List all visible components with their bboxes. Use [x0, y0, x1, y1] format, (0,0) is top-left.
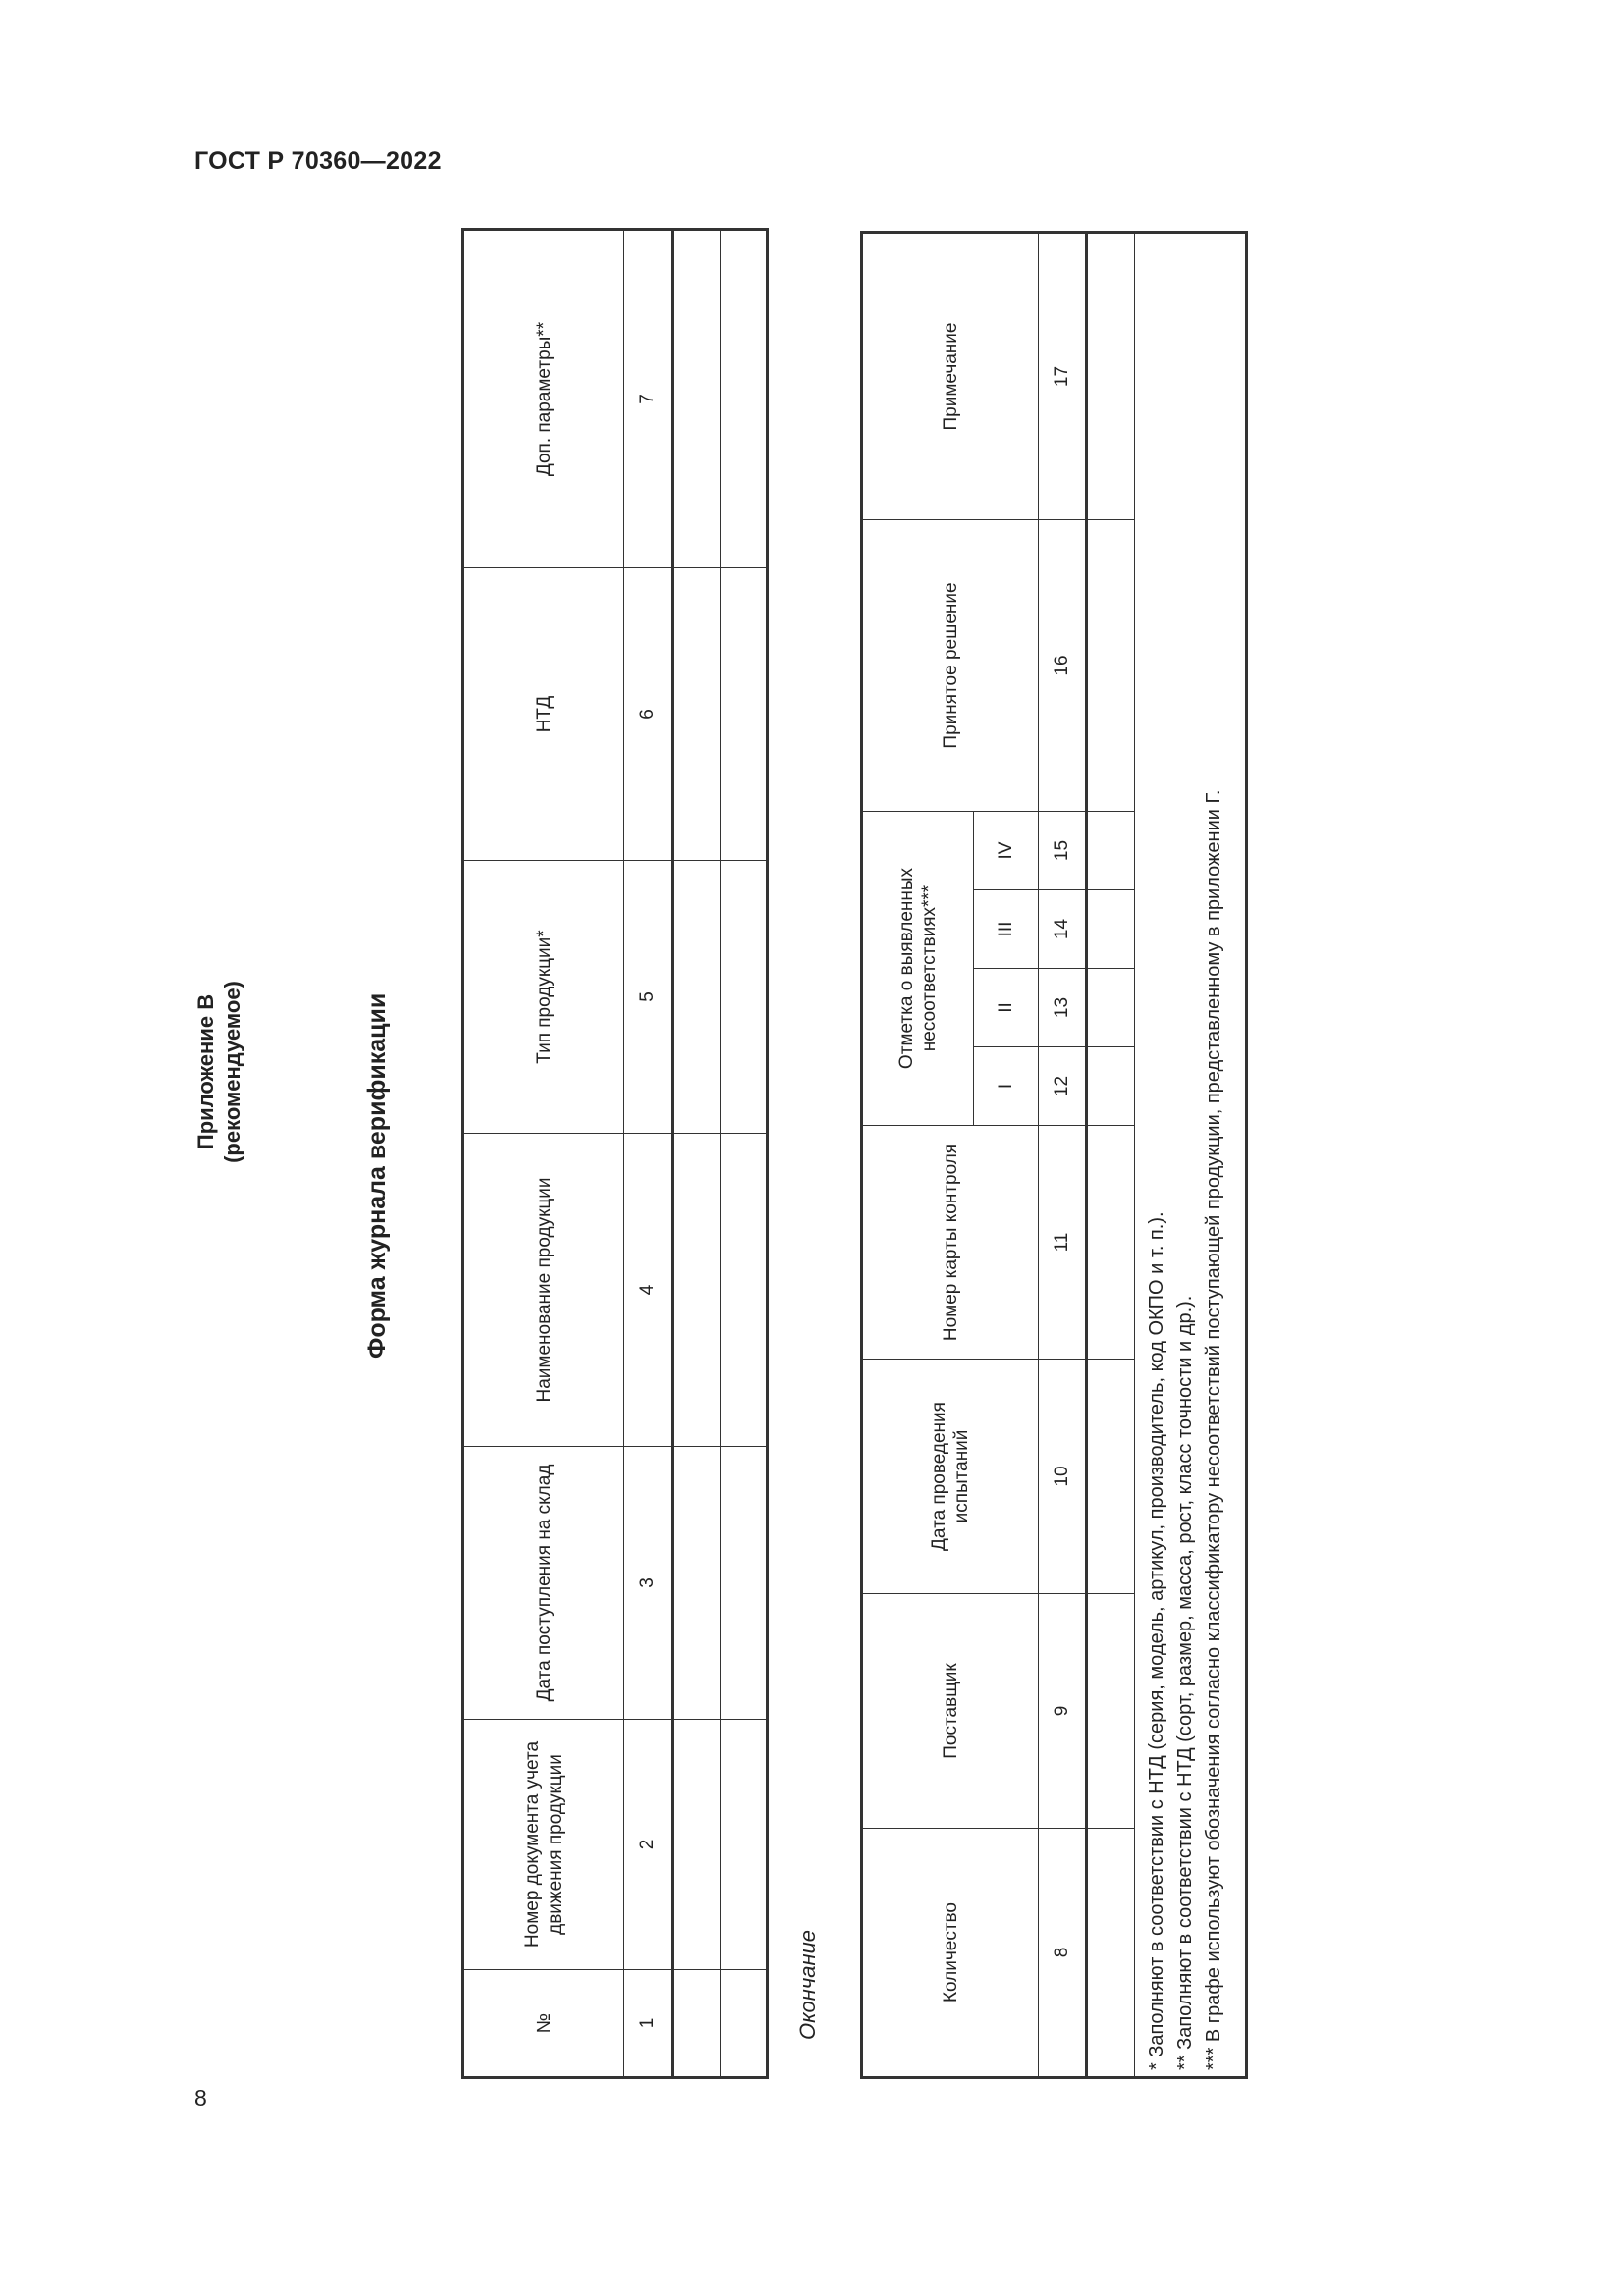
- header-product-type: Тип продукции*: [463, 861, 624, 1134]
- header-product-name: Наименование продукции: [463, 1134, 624, 1447]
- appendix-title: Приложение В: [193, 993, 218, 1150]
- header-nonconformity: Отметка о выявленных несоответствиях***: [862, 812, 974, 1126]
- column-number: 3: [624, 1447, 673, 1720]
- column-number: 7: [624, 230, 673, 568]
- empty-cell: [1087, 520, 1135, 812]
- header-extra-params: Доп. параметры**: [463, 230, 624, 568]
- column-number: 2: [624, 1720, 673, 1970]
- empty-cell: [1087, 1594, 1135, 1829]
- empty-cell: [673, 230, 721, 568]
- verification-table-part1: [461, 228, 769, 2079]
- verification-table-part2: [860, 231, 1248, 2079]
- empty-cell: [721, 1447, 768, 1720]
- header-note: Примечание: [862, 233, 1039, 520]
- footnotes: [1135, 233, 1247, 2078]
- page-number: 8: [194, 2085, 207, 2110]
- empty-cell: [1087, 233, 1135, 520]
- header-arrival-date: Дата поступления на склад: [463, 1447, 624, 1720]
- ending-label: Окончание: [795, 1929, 820, 2040]
- footnote-2: ** Заполняют в соответствии с НТД (сорт, размер, масса, рост, класс точности и др.).: [1174, 1295, 1196, 2070]
- empty-cell: [673, 861, 721, 1134]
- header-control-card: Номер карты контроля: [862, 1126, 1039, 1360]
- column-number: 8: [1039, 1829, 1087, 2078]
- footnotes-row: [1135, 233, 1247, 2078]
- empty-cell: [673, 1447, 721, 1720]
- table-row: [1087, 233, 1135, 2078]
- header-supplier: Поставщик: [862, 1594, 1039, 1829]
- header-ntd: НТД: [463, 568, 624, 861]
- empty-cell: [721, 861, 768, 1134]
- column-number: 14: [1039, 890, 1087, 969]
- column-number: 5: [624, 861, 673, 1134]
- header-roman: IV: [974, 812, 1039, 890]
- empty-cell: [1087, 812, 1135, 890]
- column-number: 9: [1039, 1594, 1087, 1829]
- column-number: 15: [1039, 812, 1087, 890]
- empty-cell: [1087, 1047, 1135, 1126]
- column-number: 17: [1039, 233, 1087, 520]
- column-number: 6: [624, 568, 673, 861]
- header-row: [862, 233, 974, 2078]
- appendix-status: (рекомендуемое): [220, 981, 244, 1163]
- empty-cell: [721, 1720, 768, 1970]
- table-row: [721, 230, 768, 2078]
- header-decision: Принятое решение: [862, 520, 1039, 812]
- empty-cell: [1087, 1829, 1135, 2078]
- column-number: 12: [1039, 1047, 1087, 1126]
- empty-cell: [721, 1970, 768, 2078]
- column-number-row: [1039, 233, 1087, 2078]
- header-number: №: [463, 1970, 624, 2078]
- empty-cell: [673, 568, 721, 861]
- column-number: 11: [1039, 1126, 1087, 1360]
- header-roman: III: [974, 890, 1039, 969]
- table-row: [673, 230, 721, 2078]
- column-number: 1: [624, 1970, 673, 2078]
- header-roman: II: [974, 969, 1039, 1047]
- document-code: ГОСТ Р 70360—2022: [194, 147, 442, 175]
- empty-cell: [673, 1970, 721, 2078]
- empty-cell: [1087, 890, 1135, 969]
- column-number: 10: [1039, 1360, 1087, 1594]
- header-test-date: Дата проведения испытаний: [862, 1360, 1039, 1594]
- appendix-heading: [192, 876, 245, 1268]
- empty-cell: [673, 1720, 721, 1970]
- empty-cell: [721, 230, 768, 568]
- empty-cell: [673, 1134, 721, 1447]
- column-number: 13: [1039, 969, 1087, 1047]
- empty-cell: [1087, 1360, 1135, 1594]
- column-number-row: [624, 230, 673, 2078]
- empty-cell: [1087, 1126, 1135, 1360]
- empty-cell: [721, 568, 768, 861]
- form-title: Форма журнала верификации: [363, 992, 391, 1359]
- header-quantity: Количество: [862, 1829, 1039, 2078]
- header-roman: I: [974, 1047, 1039, 1126]
- empty-cell: [1087, 969, 1135, 1047]
- column-number: 16: [1039, 520, 1087, 812]
- header-row: [463, 230, 624, 2078]
- empty-cell: [721, 1134, 768, 1447]
- column-number: 4: [624, 1134, 673, 1447]
- footnote-3: *** В графе используют обозначения согласно классификатору несоответствий поступающей продукции, представленному в приложении Г.: [1203, 789, 1224, 2070]
- header-doc-number: Номер документа учета движения продукции: [463, 1720, 624, 1970]
- footnote-1: * Заполняют в соответствии с НТД (серия, модель, артикул, производитель, код ОКПО и т. п.).: [1146, 1211, 1167, 2070]
